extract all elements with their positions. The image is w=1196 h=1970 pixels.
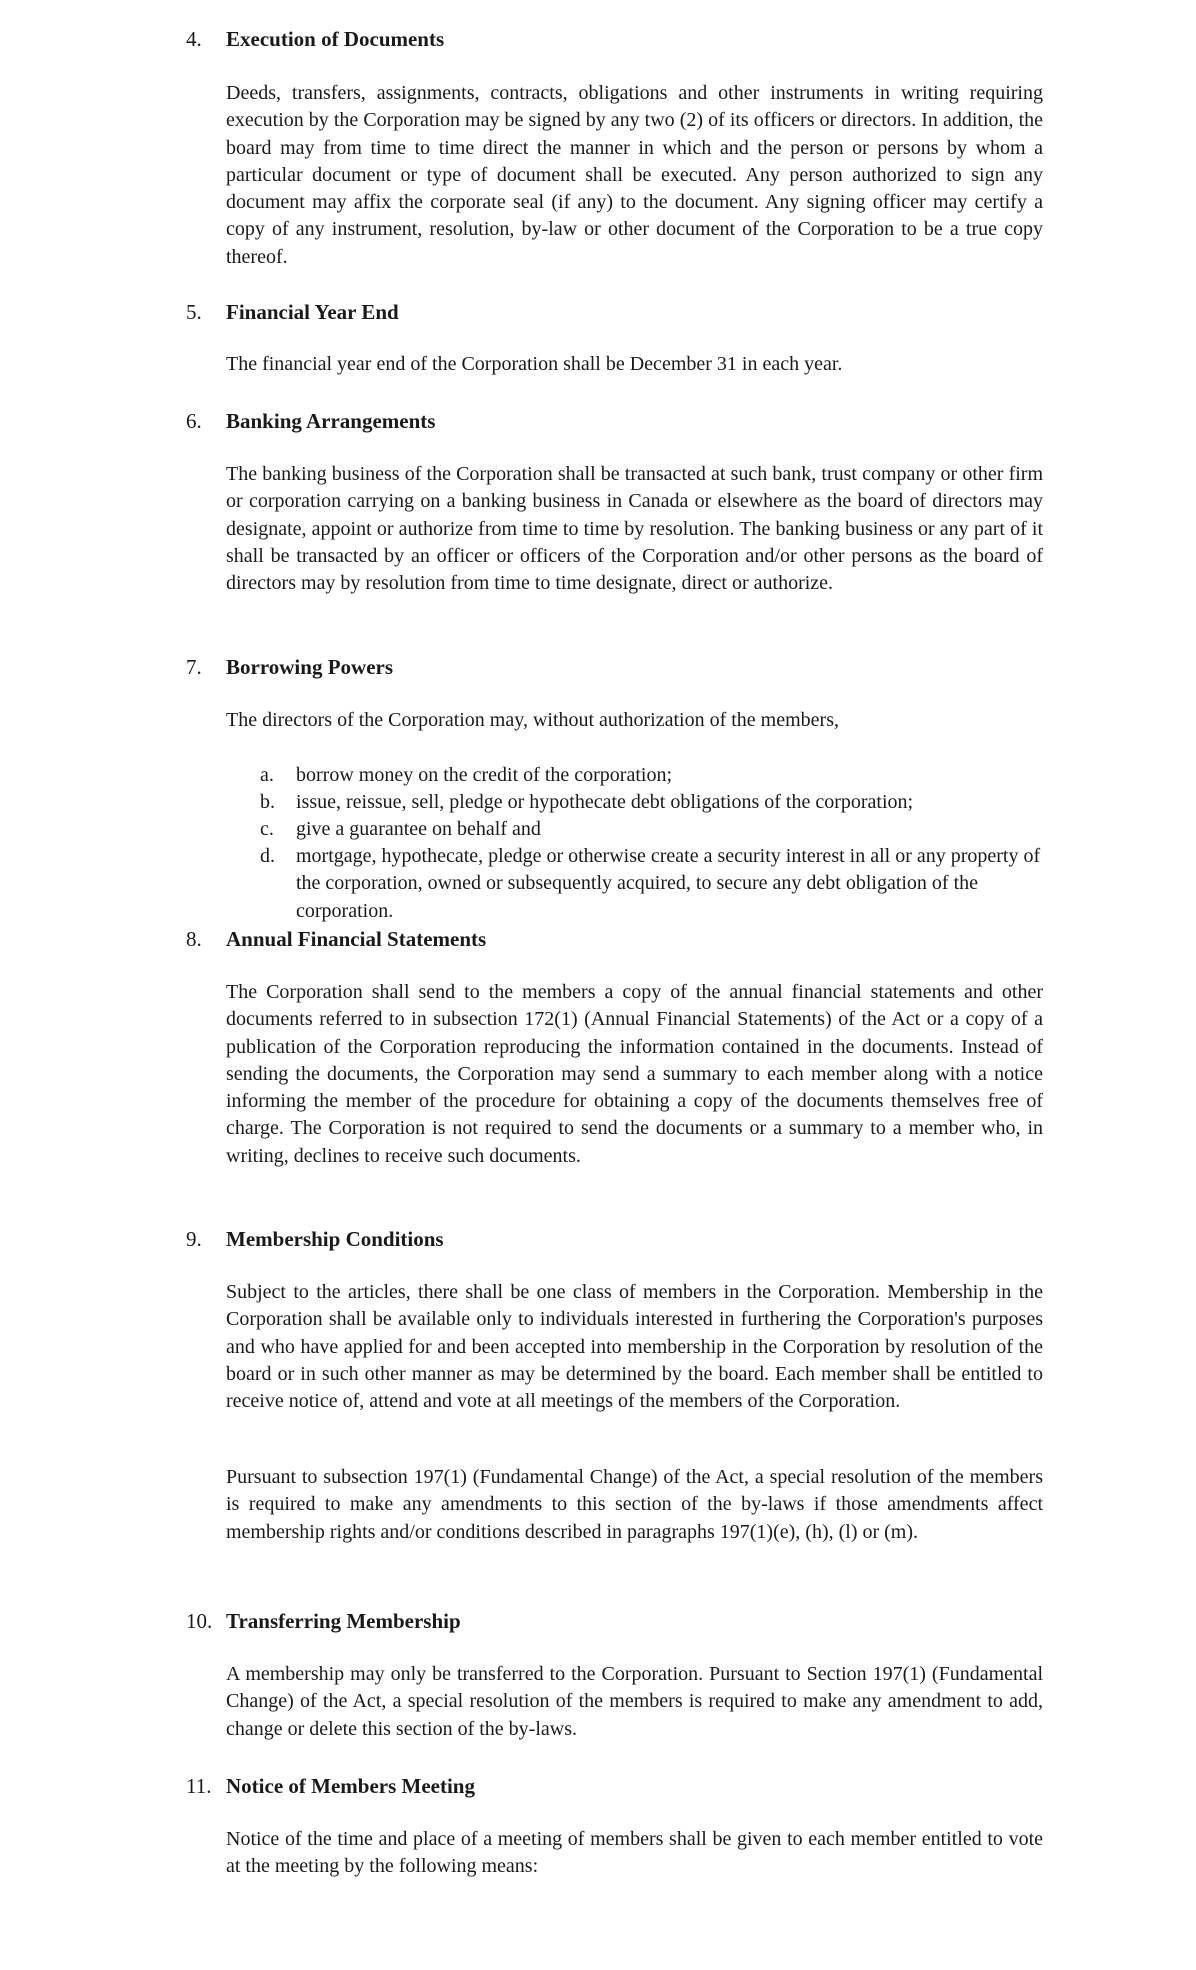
section-heading	[0, 1606, 1196, 1636]
section-paragraph: The directors of the Corporation may, without authorization of the members,	[226, 709, 839, 731]
section-paragraph: Deeds, transfers, assignments, contracts, obligations and other instruments in writing requiring execution by the Corporation may be signed by any two (2) of its officers or directors. In addition, the board may from time to time direct the manner in which and the person or persons by whom a particular document or type of document shall be executed. Any person authorized to sign any document may affix the corporate seal (if any) to the document. Any signing officer may certify a copy of any instrument, resolution, by-law or other document of the Corporation to be a true copy thereof.	[226, 82, 1043, 268]
section-number: 4.	[186, 27, 202, 51]
section-membership-conditions	[0, 1224, 1196, 1543]
section-title: Membership Conditions	[226, 1227, 444, 1251]
list-item-letter: d.	[260, 845, 275, 867]
section-paragraph: The Corporation shall send to the members a copy of the annual financial statements and other documents referred to in subsection 172(1) (Annual Financial Statements) of the Act or a copy of a publication of the Corporation reproducing the information contained in the documents. Instead of sending the documents, the Corporation may send a summary to each member along with a notice informing the member of the procedure for obtaining a copy of the documents themselves free of charge. The Corporation is not required to send the documents or a summary to a member who, in writing, declines to receive such documents.	[226, 981, 1043, 1167]
section-title: Borrowing Powers	[226, 655, 394, 679]
section-title: Banking Arrangements	[226, 409, 436, 433]
section-title: Annual Financial Statements	[226, 927, 487, 951]
list-item-text: give a guarantee on behalf and	[296, 818, 541, 840]
section-title: Transferring Membership	[226, 1609, 461, 1633]
section-execution-of-documents	[0, 24, 1196, 268]
list-item-letter: b.	[260, 791, 275, 813]
section-number: 11.	[186, 1774, 212, 1798]
section-title: Notice of Members Meeting	[226, 1774, 475, 1798]
section-heading	[0, 24, 1196, 54]
section-paragraph: The financial year end of the Corporation shall be December 31 in each year.	[226, 353, 843, 375]
section-number: 9.	[186, 1227, 202, 1251]
section-title: Execution of Documents	[226, 27, 445, 51]
section-heading	[0, 1224, 1196, 1254]
section-heading	[0, 1771, 1196, 1801]
section-title: Financial Year End	[226, 300, 399, 324]
section-annual-financial-statements	[0, 924, 1196, 1167]
section-paragraph: The banking business of the Corporation shall be transacted at such bank, trust company or other firm or corporation carrying on a banking business in Canada or elsewhere as the board of directors may designate, appoint or authorize from time to time by resolution. The banking business or any part of it shall be transacted by an officer or officers of the Corporation and/or other persons as the board of directors may by resolution from time to time designate, direct or authorize.	[226, 463, 1043, 595]
section-transferring-membership	[0, 1606, 1196, 1740]
section-paragraph: Subject to the articles, there shall be one class of members in the Corporation. Membership in the Corporation shall be available only to individuals interested in furthering the Corporation's purposes and who have applied for and been accepted into membership in the Corporation by resolution of the board or in such other manner as may be determined by the board. Each member shall be entitled to receive notice of, attend and vote at all meetings of the members of the Corporation.	[226, 1281, 1043, 1413]
section-number: 7.	[186, 655, 202, 679]
section-paragraph: A membership may only be transferred to the Corporation. Pursuant to Section 197(1) (Fundamental Change) of the Act, a special resolution of the members is required to make any amendment to add, change or delete this section of the by-laws.	[226, 1663, 1043, 1740]
section-number: 8.	[186, 927, 202, 951]
list-item-text: borrow money on the credit of the corporation;	[296, 764, 672, 786]
section-number: 5.	[186, 300, 202, 324]
list-item-text: issue, reissue, sell, pledge or hypothecate debt obligations of the corporation;	[296, 791, 914, 813]
section-banking-arrangements	[0, 406, 1196, 595]
section-number: 6.	[186, 409, 202, 433]
section-number: 10.	[186, 1609, 213, 1633]
list-item-letter: a.	[260, 764, 274, 786]
section-heading	[0, 924, 1196, 954]
section-heading	[0, 297, 1196, 327]
list-item-text: mortgage, hypothecate, pledge or otherwise create a security interest in all or any property of the corporation, owned or subsequently acquired, to secure any debt obligation of the corporation.	[296, 845, 1041, 922]
section-paragraph: Notice of the time and place of a meeting of members shall be given to each member entitled to vote at the meeting by the following means:	[226, 1828, 1043, 1878]
section-notice-of-members-meeting	[0, 1771, 1196, 1878]
section-financial-year-end	[0, 297, 1196, 375]
section-heading	[0, 406, 1196, 436]
section-paragraph: Pursuant to subsection 197(1) (Fundamental Change) of the Act, a special resolution of the members is required to make any amendments to this section of the by-laws if those amendments affect membership rights and/or conditions described in paragraphs 197(1)(e), (h), (l) or (m).	[226, 1466, 1043, 1543]
section-heading	[0, 652, 1196, 682]
list-item-letter: c.	[260, 818, 274, 840]
section-borrowing-powers	[0, 652, 1196, 922]
